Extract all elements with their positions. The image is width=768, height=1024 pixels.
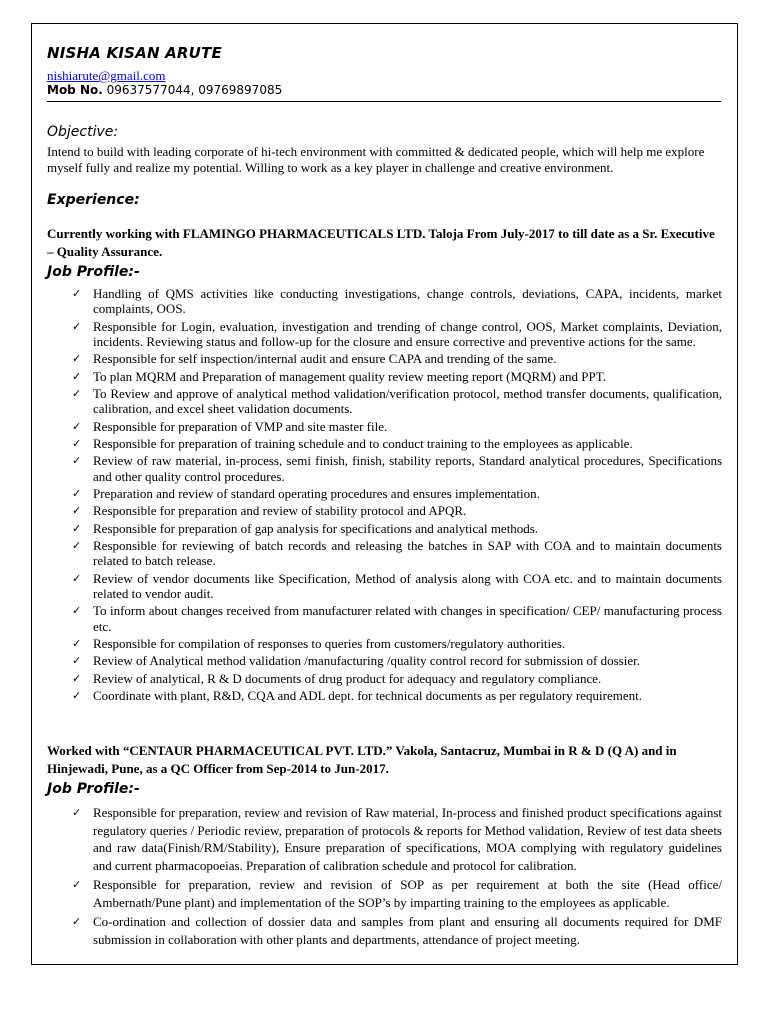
list-item <box>72 653 722 668</box>
list-item <box>72 436 722 451</box>
mobile-label: Mob No. <box>47 83 103 97</box>
list-item <box>72 503 722 518</box>
list-item-text: Review of vendor documents like Specification, Method of analysis along with COA etc. and to maintain documents related to vendor audit. <box>93 570 722 601</box>
list-item <box>72 419 722 434</box>
checkmark-icon: ✓ <box>72 352 82 366</box>
checkmark-icon: ✓ <box>72 806 82 819</box>
checkmark-icon: ✓ <box>72 539 82 553</box>
list-item <box>72 538 722 568</box>
list-item-text: Review of Analytical method validation /manufacturing /quality control record for submission of dossier. <box>93 653 640 669</box>
list-item <box>72 369 722 384</box>
list-item-text: Responsible for Login, evaluation, investigation and trending of change control, OOS, Market complaints, Deviation, incidents. Reviewing status and follow-up for the closure and ensure corrective and preventive actions for the same. <box>93 318 722 349</box>
mobile-value: 09637577044, 09769897085 <box>102 83 283 97</box>
checkmark-icon: ✓ <box>72 671 82 685</box>
list-item-text: Preparation and review of standard operating procedures and ensures implementation. <box>93 485 540 501</box>
list-item <box>72 671 722 686</box>
list-item <box>72 521 722 536</box>
mobile-number <box>47 83 282 97</box>
checkmark-icon: ✓ <box>72 571 82 585</box>
list-item-text: To inform about changes received from manufacturer related with changes in specification/ CEP/ manufacturing process etc. <box>93 603 722 634</box>
objective-heading: Objective: <box>47 124 119 140</box>
list-item-text: To Review and approve of analytical method validation/verification protocol, method transfer documents, qualification, calibration, and excel sheet validation documents. <box>93 385 722 417</box>
resume-page <box>31 23 738 965</box>
list-item-text: Responsible for preparation, review and revision of SOP as per requirement at both the site (Head office/ Ambernath/Pune plant) and implementation of the SOP’s by imparting training to the employees as applicable. <box>93 877 722 910</box>
list-item-text: Responsible for preparation of VMP and site master file. <box>93 418 388 434</box>
checkmark-icon: ✓ <box>72 604 82 618</box>
list-item <box>72 453 722 483</box>
header-divider <box>47 101 721 102</box>
checkmark-icon: ✓ <box>72 454 82 468</box>
list-item <box>72 386 722 416</box>
job1-profile-heading: Job Profile:- <box>47 264 140 280</box>
list-item <box>72 486 722 501</box>
objective-text: Intend to build with leading corporate of hi-tech environment with committed & dedicated people, which will help me explore myself fully and realize my potential. Willing to work as a key player in challenge and creative environment. <box>47 144 705 175</box>
experience-heading: Experience: <box>47 192 140 208</box>
list-item <box>72 351 722 366</box>
list-item <box>72 688 722 703</box>
list-item <box>72 636 722 651</box>
checkmark-icon: ✓ <box>72 287 82 300</box>
list-item <box>72 603 722 633</box>
email-link[interactable]: nishiarute@gmail.com <box>47 68 166 83</box>
list-item-text: To plan MQRM and Preparation of management quality review meeting report (MQRM) and PPT. <box>93 368 606 384</box>
list-item-text: Responsible for preparation, review and revision of Raw material, In-process and finished product specifications against regulatory queries / Periodic review, preparation of protocols & reports for Method validation, Review of test data sheets and raw data(Finish/RM/Stability), Ensure preparation of specifications, MOA complying with regulatory guidelines and current pharmacopoeias. Preparation of calibration schedule and protocol for calibration. <box>93 805 722 873</box>
candidate-name: NISHA KISAN ARUTE <box>47 44 222 62</box>
list-item-text: Responsible for preparation of training schedule and to conduct training to the employees as applicable. <box>93 435 633 451</box>
list-item-text: Responsible for self inspection/internal audit and ensure CAPA and trending of the same. <box>93 351 557 367</box>
job1-title: Currently working with FLAMINGO PHARMACEUTICALS LTD. Taloja From July-2017 to till date as a Sr. Executive – Quality Assurance. <box>47 226 715 259</box>
list-item-text: Responsible for compilation of responses to queries from customers/regulatory authorities. <box>93 635 566 651</box>
checkmark-icon: ✓ <box>72 878 82 892</box>
list-item-text: Responsible for preparation of gap analysis for specifications and analytical methods. <box>93 520 539 536</box>
job2-responsibilities <box>72 804 722 951</box>
checkmark-icon: ✓ <box>72 504 82 518</box>
checkmark-icon: ✓ <box>72 654 82 668</box>
list-item-text: Responsible for preparation and review of stability protocol and APQR. <box>93 503 467 519</box>
checkmark-icon: ✓ <box>72 521 82 535</box>
job2-profile-heading: Job Profile:- <box>47 781 140 797</box>
job2-title: Worked with “CENTAUR PHARMACEUTICAL PVT. LTD.” Vakola, Santacruz, Mumbai in R & D (Q A) and in Hinjewadi, Pune, as a QC Officer from Sep-2014 to Jun-2017. <box>47 743 677 776</box>
list-item <box>72 286 722 316</box>
checkmark-icon: ✓ <box>72 419 82 433</box>
list-item-text: Responsible for reviewing of batch records and releasing the batches in SAP with COA and to maintain documents related to batch release. <box>93 538 722 569</box>
checkmark-icon: ✓ <box>72 436 82 450</box>
list-item-text: Handling of QMS activities like conducting investigations, change controls, deviations, CAPA, incidents, market complaints, OOS. <box>93 286 722 317</box>
checkmark-icon: ✓ <box>72 636 82 650</box>
list-item <box>72 876 722 911</box>
checkmark-icon: ✓ <box>72 386 82 400</box>
job1-responsibilities <box>72 286 722 705</box>
list-item <box>72 319 722 349</box>
list-item-text: Coordinate with plant, R&D, CQA and ADL dept. for technical documents as per regulatory requirement. <box>93 688 642 704</box>
checkmark-icon: ✓ <box>72 369 82 383</box>
list-item <box>72 571 722 601</box>
checkmark-icon: ✓ <box>72 689 82 703</box>
list-item <box>72 913 722 948</box>
list-item-text: Co-ordination and collection of dossier data and samples from plant and ensuring all documents required for DMF submission in collaboration with other plants and departments, attendance of project meeting. <box>93 914 722 947</box>
list-item-text: Review of raw material, in-process, semi finish, finish, stability reports, Standard analytical procedures, Specifications and other quality control procedures. <box>93 453 722 484</box>
list-item-text: Review of analytical, R & D documents of drug product for adequacy and regulatory compliance. <box>93 670 602 686</box>
checkmark-icon: ✓ <box>72 915 82 929</box>
list-item <box>72 804 722 874</box>
checkmark-icon: ✓ <box>72 486 82 500</box>
checkmark-icon: ✓ <box>72 319 82 333</box>
